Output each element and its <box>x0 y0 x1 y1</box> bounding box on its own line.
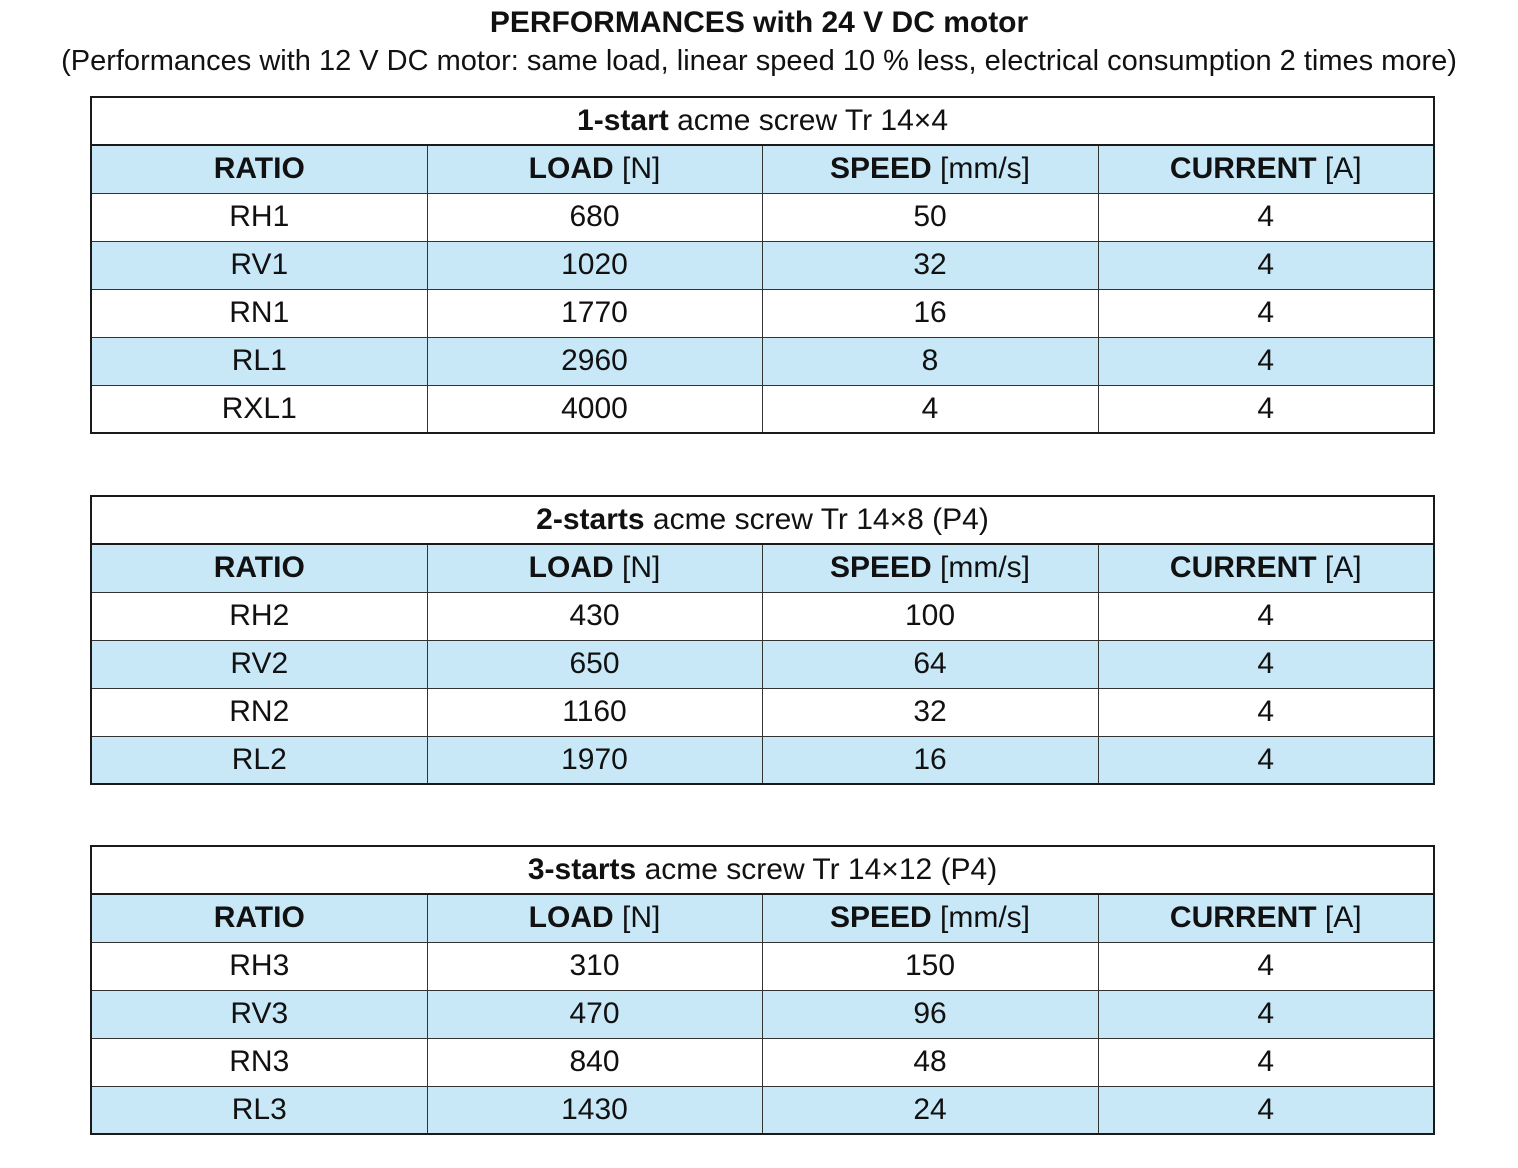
cell-ratio: RN3 <box>91 1038 427 1086</box>
caption-bold: 1-start <box>577 104 669 137</box>
cell-load: 2960 <box>427 337 762 385</box>
cell-speed: 32 <box>762 688 1098 736</box>
cell-load: 680 <box>427 193 762 241</box>
cell-load: 1970 <box>427 736 762 784</box>
cell-load: 470 <box>427 990 762 1038</box>
col-header-speed: SPEED [mm/s] <box>762 894 1098 942</box>
col-header-ratio: RATIO <box>91 894 427 942</box>
cell-load: 840 <box>427 1038 762 1086</box>
table-row <box>91 592 1434 640</box>
cell-load: 430 <box>427 592 762 640</box>
cell-current: 4 <box>1098 1086 1434 1134</box>
cell-ratio: RN2 <box>91 688 427 736</box>
cell-load: 1160 <box>427 688 762 736</box>
performance-table-2-starts <box>90 495 1435 785</box>
table-caption <box>91 846 1434 894</box>
table-row <box>91 1086 1434 1134</box>
caption-bold: 2-starts <box>536 503 645 536</box>
caption-rest: acme screw Tr 14×8 (P4) <box>644 503 989 536</box>
table-row <box>91 337 1434 385</box>
cell-ratio: RN1 <box>91 289 427 337</box>
table-row <box>91 688 1434 736</box>
cell-ratio: RL1 <box>91 337 427 385</box>
header-row <box>91 544 1434 592</box>
cell-speed: 50 <box>762 193 1098 241</box>
caption-bold: 3-starts <box>527 853 637 886</box>
cell-speed: 48 <box>762 1038 1098 1086</box>
cell-current: 4 <box>1098 942 1434 990</box>
cell-current: 4 <box>1098 736 1434 784</box>
col-header-ratio: RATIO <box>91 544 427 592</box>
col-header-load: LOAD [N] <box>427 894 762 942</box>
cell-ratio: RH1 <box>91 193 427 241</box>
header-row <box>91 894 1434 942</box>
cell-current: 4 <box>1098 640 1434 688</box>
page-subtitle: (Performances with 12 V DC motor: same load, linear speed 10 % less, electrical consumption 2 times more) <box>61 45 1457 77</box>
col-header-speed: SPEED [mm/s] <box>762 145 1098 193</box>
cell-ratio: RH2 <box>91 592 427 640</box>
table-row <box>91 990 1434 1038</box>
cell-speed: 8 <box>762 337 1098 385</box>
cell-ratio: RV2 <box>91 640 427 688</box>
cell-speed: 32 <box>762 241 1098 289</box>
cell-speed: 64 <box>762 640 1098 688</box>
table-row <box>91 289 1434 337</box>
cell-load: 1430 <box>427 1086 762 1134</box>
table-caption <box>91 97 1434 145</box>
caption-rest: acme screw Tr 14×4 <box>668 104 949 137</box>
cell-load: 310 <box>427 942 762 990</box>
header-row <box>91 145 1434 193</box>
table-row <box>91 241 1434 289</box>
col-header-speed: SPEED [mm/s] <box>762 544 1098 592</box>
cell-speed: 4 <box>762 385 1098 433</box>
col-header-load: LOAD [N] <box>427 145 762 193</box>
table-row <box>91 193 1434 241</box>
cell-load: 650 <box>427 640 762 688</box>
page-title: PERFORMANCES with 24 V DC motor <box>489 6 1029 39</box>
cell-speed: 150 <box>762 942 1098 990</box>
cell-current: 4 <box>1098 592 1434 640</box>
cell-current: 4 <box>1098 337 1434 385</box>
cell-current: 4 <box>1098 688 1434 736</box>
cell-speed: 24 <box>762 1086 1098 1134</box>
cell-ratio: RV1 <box>91 241 427 289</box>
table-row <box>91 385 1434 433</box>
cell-load: 1770 <box>427 289 762 337</box>
table-row <box>91 640 1434 688</box>
cell-current: 4 <box>1098 241 1434 289</box>
col-header-current: CURRENT [A] <box>1098 894 1434 942</box>
cell-speed: 96 <box>762 990 1098 1038</box>
cell-speed: 100 <box>762 592 1098 640</box>
performance-table-3-starts <box>90 845 1435 1135</box>
col-header-ratio: RATIO <box>91 145 427 193</box>
table-caption <box>91 496 1434 544</box>
cell-current: 4 <box>1098 1038 1434 1086</box>
col-header-current: CURRENT [A] <box>1098 145 1434 193</box>
cell-speed: 16 <box>762 289 1098 337</box>
cell-current: 4 <box>1098 193 1434 241</box>
performance-table-1-start <box>90 96 1435 434</box>
table-row <box>91 736 1434 784</box>
cell-current: 4 <box>1098 385 1434 433</box>
caption-rest: acme screw Tr 14×12 (P4) <box>636 853 998 886</box>
cell-current: 4 <box>1098 990 1434 1038</box>
cell-ratio: RH3 <box>91 942 427 990</box>
cell-load: 4000 <box>427 385 762 433</box>
cell-ratio: RV3 <box>91 990 427 1038</box>
cell-ratio: RXL1 <box>91 385 427 433</box>
table-row <box>91 1038 1434 1086</box>
col-header-load: LOAD [N] <box>427 544 762 592</box>
cell-current: 4 <box>1098 289 1434 337</box>
cell-ratio: RL2 <box>91 736 427 784</box>
cell-ratio: RL3 <box>91 1086 427 1134</box>
cell-speed: 16 <box>762 736 1098 784</box>
col-header-current: CURRENT [A] <box>1098 544 1434 592</box>
cell-load: 1020 <box>427 241 762 289</box>
table-row <box>91 942 1434 990</box>
